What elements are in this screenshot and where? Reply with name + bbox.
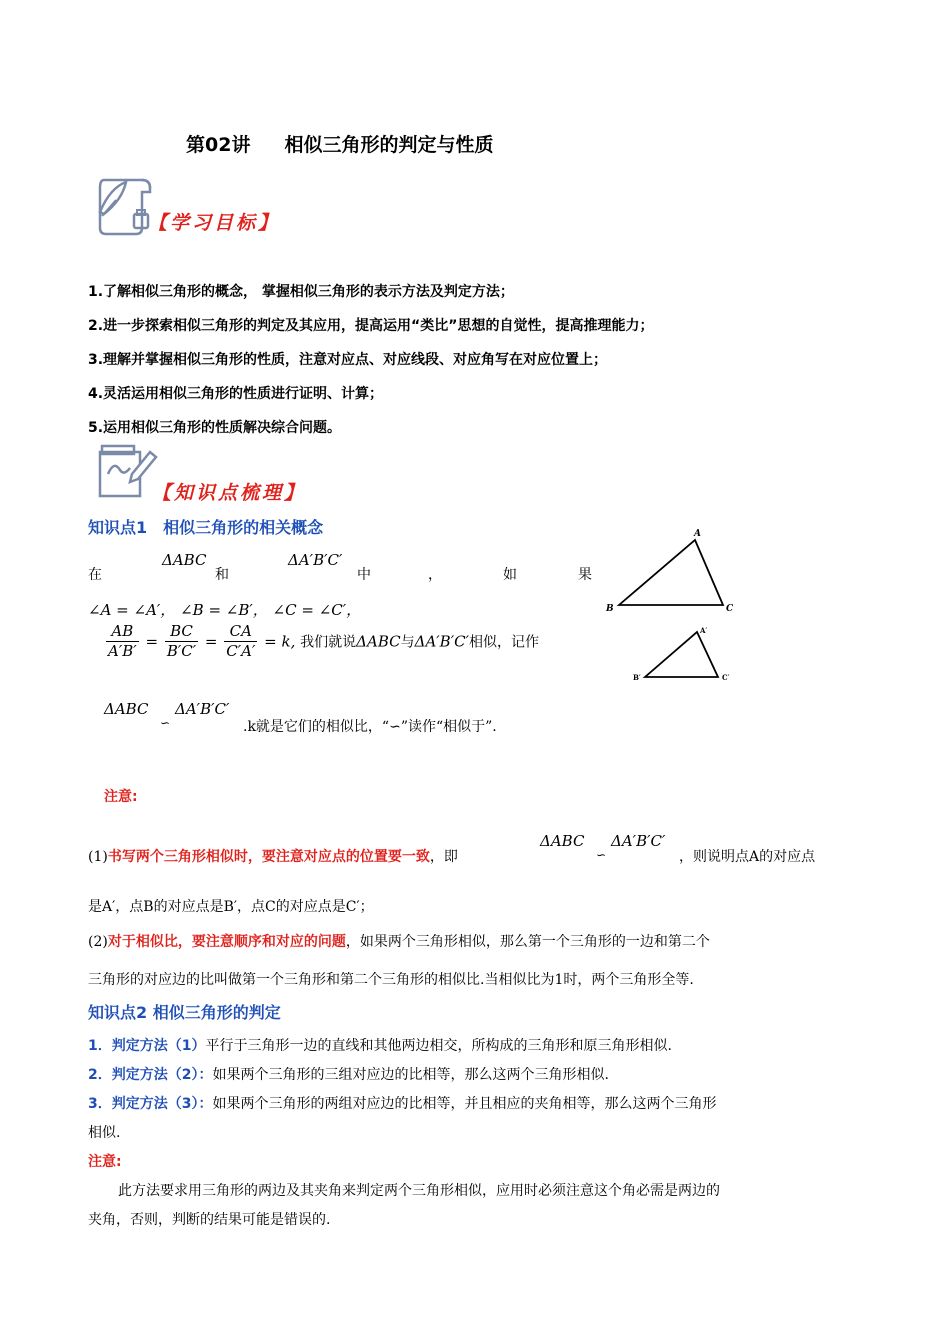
notation-triangle-a1b1c1: ΔA′B′C′ [175,700,230,718]
kp1-comma: ， [428,567,442,583]
triangle-a1b1c1 [645,632,718,677]
kp2-note-label: 注意: [88,1154,122,1170]
kp1-text: 与 [400,634,415,651]
kp2-method-3-line2: 相似. [88,1125,121,1141]
note1-label: 注意: [104,789,138,805]
page-title [186,130,493,157]
kp1-text-tri2: ΔA′B′C′ [414,632,469,651]
ratio-k: = k, [264,632,296,651]
fraction-numerator: CA [224,622,257,642]
fraction-numerator: BC [165,622,198,642]
note1-p2-tail: ，如果两个三角形相似，那么第一个三角形的一边和第二个 [345,934,710,950]
goal-item-1: 1.了解相似三角形的概念， 掌握相似三角形的表示方法及判定方法； [88,284,514,300]
kp1-triangle-abc: ΔABC [162,551,207,569]
triangle-abc [619,540,723,605]
equals-sign: = [145,632,159,651]
goals-banner: 【学习目标】 [148,212,281,234]
note1-p1 [88,846,458,866]
notation-triangle-abc: ΔABC [104,700,149,718]
kp1-ratio-row [104,622,539,661]
kp1-he: 和 [215,567,229,583]
lecture-number: 第02讲 [186,134,251,156]
note1-p2-line2: 三角形的对应边的比叫做第一个三角形和第二个三角形的相似比.当相似比为1时，两个三角形全等. [88,972,694,988]
note1-triangle-a1b1c1: ΔA′B′C′ [611,832,666,850]
fraction-denominator: B′C′ [166,642,197,660]
vertex-label-b: B [606,604,614,614]
kp2-heading: 知识点2 相似三角形的判定 [88,1003,281,1022]
note1-p2 [88,931,710,951]
kp1-guo: 果 [578,567,592,583]
kp1-text: 我们就说 [300,634,357,651]
knowledge-banner: 【知识点梳理】 [152,482,307,504]
fraction-numerator: AB [106,622,139,642]
kp1-text-tri1: ΔABC [356,632,401,651]
notepad-pencil-icon [94,440,160,502]
notation-similar-sign: ∽ [160,716,171,730]
kp2-note-text: 此方法要求用三角形的两边及其夹角来判定两个三角形相似，应用时必须注意这个角必需是两边的 [118,1183,720,1199]
vertex-label-a: A [694,529,701,539]
note1-similar-sign: ∽ [596,848,607,862]
similar-triangles-figure [600,525,750,685]
goal-item-2: 2.进一步探索相似三角形的判定及其应用，提高运用“类比”思想的自觉性，提高推理能力； [88,318,654,334]
kp1-triangle-a1b1c1: ΔA′B′C′ [288,551,343,569]
note1-p1-tail: ，则说明点A的对应点 [679,849,816,865]
kp2-method-2 [88,1064,609,1084]
method-2-label: 2．判定方法（2）： [88,1067,213,1083]
note1-p2-emphasis: 对于相似比，要注意顺序和对应的问题 [107,934,346,950]
fraction-denominator: A′B′ [108,642,137,660]
kp1-text: 相似，记作 [469,634,539,651]
goal-item-3: 3.理解并掌握相似三角形的性质，注意对应点、对应线段、对应角写在对应位置上； [88,352,608,368]
goal-item-5: 5.运用相似三角形的性质解决综合问题。 [88,420,342,436]
method-3-label: 3．判定方法（3）： [88,1096,213,1112]
note1-p1-mid: ，即 [429,849,458,865]
vertex-label-c: C [726,604,734,614]
kp1-heading: 知识点1 相似三角形的相关概念 [88,518,324,537]
vertex-label-c1: C′ [722,673,730,682]
method-1-text: 平行于三角形一边的直线和其他两边相交，所构成的三角形和原三角形相似. [205,1038,672,1054]
kp1-zhong: 中 [357,567,371,583]
notation-tail: .k就是它们的相似比，“∽”读作“相似于”. [243,719,497,735]
vertex-label-a1: A′ [700,626,708,635]
kp1-ru: 如 [503,567,517,583]
equals-sign: = [204,632,218,651]
method-1-label: 1．判定方法（1） [88,1038,206,1054]
note1-p1-prefix: (1) [88,849,108,865]
vertex-label-b1: B′ [633,673,641,682]
kp2-method-3 [88,1093,716,1113]
note1-p1-line2: 是A′，点B的对应点是B′，点C的对应点是C′； [88,899,374,915]
kp1-zai: 在 [88,567,102,583]
note1-p1-emphasis: 书写两个三角形相似时，要注意对应点的位置要一致 [107,849,430,865]
kp2-method-1 [88,1035,672,1055]
fraction-bc [165,622,198,661]
fraction-ab [106,622,139,661]
fraction-ca [224,622,257,661]
method-2-text: 如果两个三角形的三组对应边的比相等，那么这两个三角形相似. [212,1067,609,1083]
goal-item-4: 4.灵活运用相似三角形的性质进行证明、计算； [88,386,384,402]
kp2-note-line2: 夹角，否则，判断的结果可能是错误的. [88,1212,331,1228]
fraction-denominator: C′A′ [226,642,256,660]
kp1-angles: ∠A = ∠A′， ∠B = ∠B′， ∠C = ∠C′， [88,601,362,619]
lecture-title: 相似三角形的判定与性质 [284,134,494,156]
note1-triangle-abc: ΔABC [540,832,585,850]
note1-p2-prefix: (2) [88,934,108,950]
method-3-text: 如果两个三角形的两组对应边的比相等，并且相应的夹角相等，那么这两个三角形 [212,1096,717,1112]
